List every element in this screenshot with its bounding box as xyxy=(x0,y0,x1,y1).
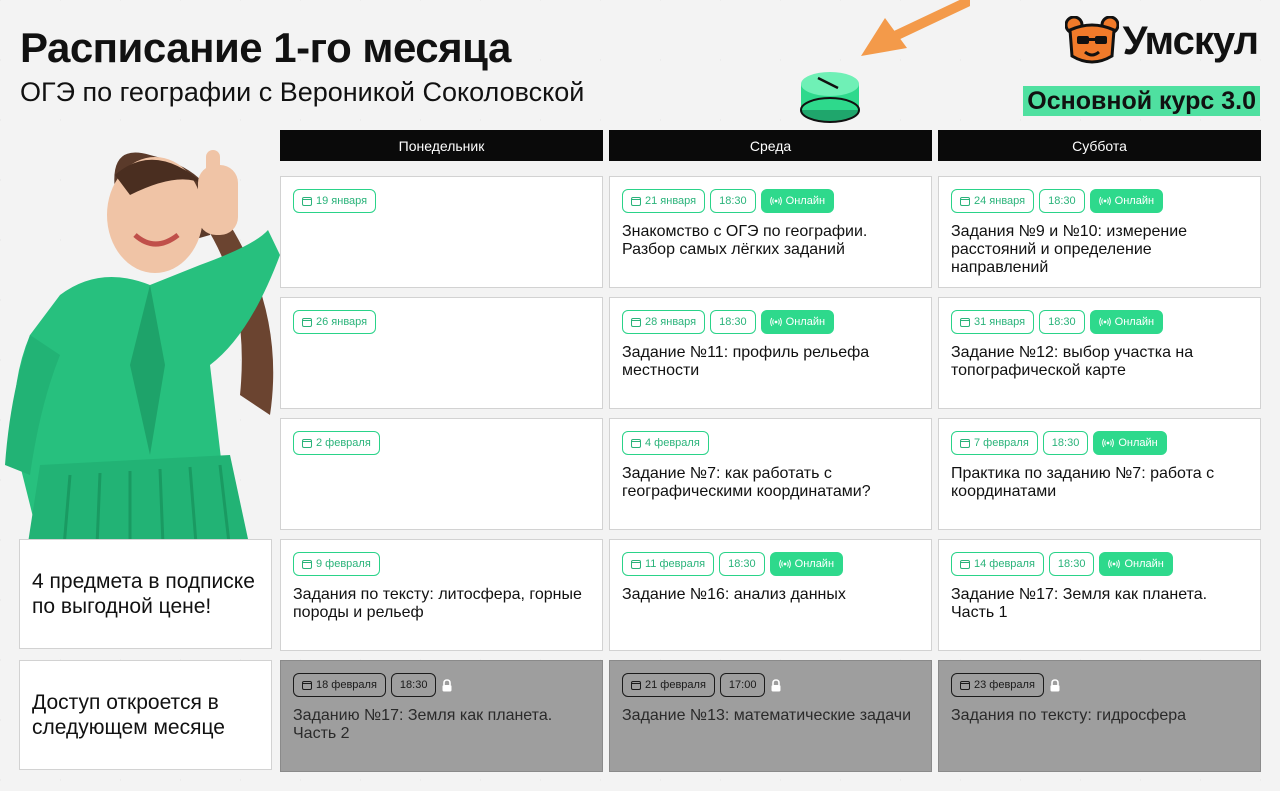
online-badge xyxy=(761,189,834,213)
date-text: 24 января xyxy=(974,195,1026,207)
teacher-photo xyxy=(0,135,290,595)
lesson-title: Задание №11: профиль рельефа местности xyxy=(622,344,870,379)
time-badge: 18:30 xyxy=(1039,189,1085,213)
timer-gadget-icon xyxy=(798,66,862,126)
calendar-icon xyxy=(302,681,312,690)
broadcast-icon xyxy=(1102,438,1114,448)
column-header-saturday: Суббота xyxy=(938,130,1261,161)
date-text: 11 февраля xyxy=(645,558,706,570)
lesson-card-monday xyxy=(280,660,603,772)
date-badge xyxy=(293,552,380,576)
lesson-badges xyxy=(293,310,590,334)
date-badge xyxy=(951,552,1044,576)
calendar-icon xyxy=(960,439,970,448)
lesson-card-wednesday[interactable] xyxy=(609,418,932,530)
calendar-icon xyxy=(631,197,641,206)
broadcast-icon xyxy=(1108,559,1120,569)
column-header-wednesday: Среда xyxy=(609,130,932,161)
date-badge xyxy=(951,189,1034,213)
date-text: 4 февраля xyxy=(645,437,700,449)
lesson-badges xyxy=(622,310,919,334)
page-subtitle: ОГЭ по географии с Вероникой Соколовской xyxy=(20,77,585,107)
online-label: Онлайн xyxy=(1114,316,1155,328)
lesson-title: Задания по тексту: гидросфера xyxy=(951,707,1187,724)
lesson-badges xyxy=(622,431,919,455)
promo-text: 4 предмета в подписке по выгодной цене! xyxy=(32,570,255,618)
time-badge: 17:00 xyxy=(720,673,766,697)
lesson-card-monday[interactable] xyxy=(280,418,603,530)
calendar-icon xyxy=(631,318,641,327)
online-label: Онлайн xyxy=(1118,437,1158,449)
date-text: 9 февраля xyxy=(316,558,371,570)
next-month-text: Доступ откроется в следующем месяце xyxy=(32,691,225,739)
calendar-icon xyxy=(631,439,641,448)
calendar-icon xyxy=(302,197,312,206)
date-badge xyxy=(622,310,705,334)
date-text: 26 января xyxy=(316,316,368,328)
date-text: 7 февраля xyxy=(974,437,1029,449)
lesson-card-wednesday[interactable] xyxy=(609,297,932,409)
date-text: 21 января xyxy=(645,195,697,207)
online-badge xyxy=(1090,189,1163,213)
promo-box xyxy=(19,539,272,649)
lesson-card-monday[interactable] xyxy=(280,539,603,651)
date-badge xyxy=(293,310,376,334)
time-badge: 18:30 xyxy=(710,189,756,213)
time-badge: 18:30 xyxy=(1039,310,1085,334)
lesson-badges xyxy=(293,189,590,213)
date-text: 14 февраля xyxy=(974,558,1035,570)
time-badge: 18:30 xyxy=(1049,552,1095,576)
date-badge xyxy=(293,673,386,697)
lesson-badges xyxy=(293,431,590,455)
online-badge xyxy=(770,552,843,576)
calendar-icon xyxy=(302,439,312,448)
lesson-badges xyxy=(951,673,1248,697)
date-badge xyxy=(951,673,1044,697)
date-text: 18 февраля xyxy=(316,679,377,691)
online-badge xyxy=(761,310,834,334)
lesson-title: Задание №13: математические задачи xyxy=(622,707,912,724)
broadcast-icon xyxy=(770,196,782,206)
online-label: Онлайн xyxy=(794,558,835,570)
date-text: 31 января xyxy=(974,316,1026,328)
lesson-title: Задания по тексту: литосфера, горные породы и рельеф xyxy=(293,586,582,621)
lesson-card-saturday[interactable] xyxy=(938,539,1261,651)
lesson-card-saturday[interactable] xyxy=(938,297,1261,409)
arrow-decoration-icon xyxy=(855,0,970,62)
online-label: Онлайн xyxy=(785,316,826,328)
lesson-card-wednesday[interactable] xyxy=(609,176,932,288)
date-badge xyxy=(622,431,709,455)
lock-icon xyxy=(1049,679,1061,692)
next-month-box xyxy=(19,660,272,770)
calendar-icon xyxy=(960,681,970,690)
date-badge xyxy=(293,431,380,455)
date-text: 28 января xyxy=(645,316,697,328)
broadcast-icon xyxy=(1099,196,1111,206)
bear-logo-icon xyxy=(1065,16,1119,66)
lesson-title: Задание №12: выбор участка на топографической карте xyxy=(951,344,1194,379)
lock-icon xyxy=(441,679,453,692)
lesson-card-monday[interactable] xyxy=(280,297,603,409)
date-text: 21 февраля xyxy=(645,679,706,691)
date-badge xyxy=(622,552,714,576)
lesson-badges xyxy=(951,552,1248,576)
brand-name: Умскул xyxy=(1122,18,1258,63)
time-badge: 18:30 xyxy=(710,310,756,334)
date-text: 19 января xyxy=(316,195,368,207)
lesson-title: Практика по заданию №7: работа с координатами xyxy=(951,465,1215,500)
column-header-monday: Понедельник xyxy=(280,130,603,161)
online-label: Онлайн xyxy=(1124,558,1164,570)
lesson-title: Задание №17: Земля как планета. Часть 1 xyxy=(951,586,1208,621)
broadcast-icon xyxy=(779,559,791,569)
calendar-icon xyxy=(302,560,312,569)
lesson-title: Задание №7: как работать с географическими координатами? xyxy=(622,465,871,500)
date-badge xyxy=(293,189,376,213)
course-badge: Основной курс 3.0 xyxy=(1023,86,1260,116)
lesson-badges xyxy=(951,189,1248,213)
calendar-icon xyxy=(631,560,641,569)
lesson-card-saturday xyxy=(938,660,1261,772)
time-badge: 18:30 xyxy=(391,673,437,697)
lesson-badges xyxy=(622,189,919,213)
calendar-icon xyxy=(960,197,970,206)
calendar-icon xyxy=(302,318,312,327)
date-badge xyxy=(951,310,1034,334)
lesson-title: Знакомство с ОГЭ по географии. Разбор самых лёгких заданий xyxy=(622,223,868,258)
online-badge xyxy=(1093,431,1166,455)
lesson-badges xyxy=(293,673,590,697)
lesson-card-wednesday[interactable] xyxy=(609,539,932,651)
lesson-card-monday[interactable] xyxy=(280,176,603,288)
lock-icon xyxy=(770,679,782,692)
lesson-badges xyxy=(951,310,1248,334)
time-badge: 18:30 xyxy=(1043,431,1089,455)
lesson-badges xyxy=(622,552,919,576)
online-label: Онлайн xyxy=(1114,195,1155,207)
page-title: Расписание 1-го месяца xyxy=(20,24,511,71)
lesson-title: Задание №16: анализ данных xyxy=(622,586,846,603)
lesson-card-wednesday xyxy=(609,660,932,772)
brand-logo xyxy=(1065,16,1258,66)
lesson-title: Заданию №17: Земля как планета. Часть 2 xyxy=(293,707,553,742)
lesson-card-saturday[interactable] xyxy=(938,418,1261,530)
date-badge xyxy=(622,673,715,697)
broadcast-icon xyxy=(770,317,782,327)
broadcast-icon xyxy=(1099,317,1111,327)
time-badge: 18:30 xyxy=(719,552,765,576)
lesson-title: Задания №9 и №10: измерение расстояний и определение направлений xyxy=(951,223,1188,276)
calendar-icon xyxy=(960,560,970,569)
lesson-card-saturday[interactable] xyxy=(938,176,1261,288)
lesson-badges xyxy=(951,431,1248,455)
calendar-icon xyxy=(631,681,641,690)
calendar-icon xyxy=(960,318,970,327)
date-badge xyxy=(951,431,1038,455)
online-badge xyxy=(1099,552,1172,576)
online-label: Онлайн xyxy=(785,195,826,207)
lesson-badges xyxy=(293,552,590,576)
date-text: 23 февраля xyxy=(974,679,1035,691)
date-text: 2 февраля xyxy=(316,437,371,449)
lesson-badges xyxy=(622,673,919,697)
online-badge xyxy=(1090,310,1163,334)
date-badge xyxy=(622,189,705,213)
